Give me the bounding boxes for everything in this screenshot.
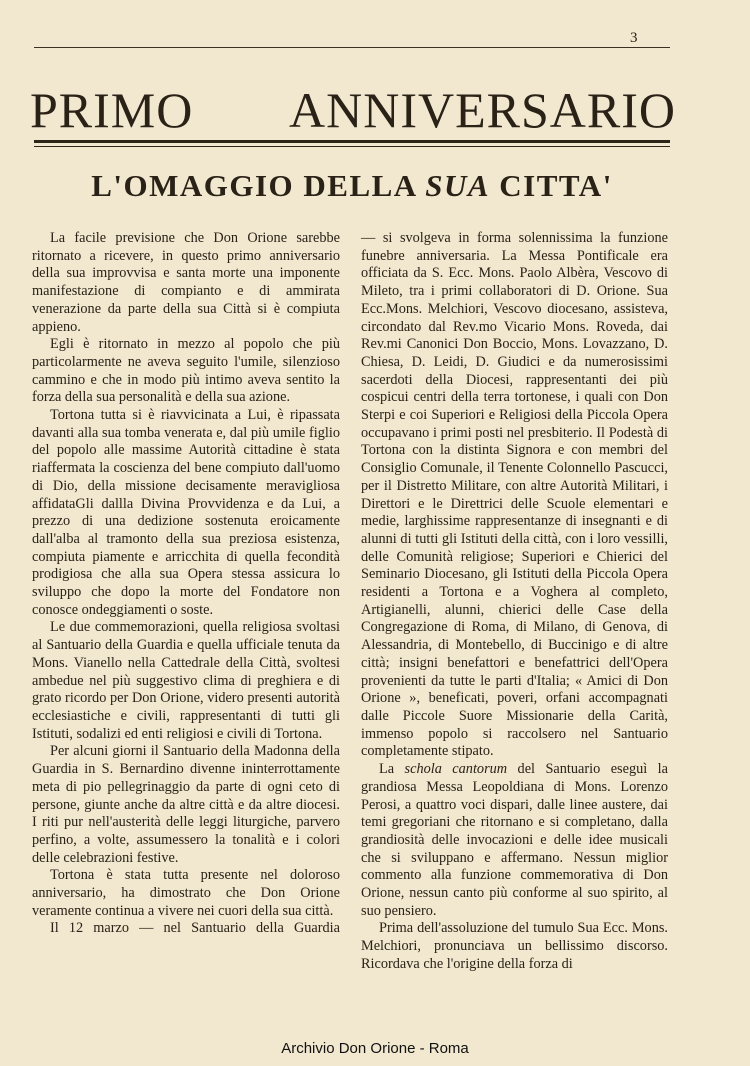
article-paragraph: Il 12 marzo — nel Santuario della Guardia bbox=[50, 920, 340, 937]
article-paragraph: La facile previsione che Don Orione sarebbe ritornato a ricevere, in questo primo anniversario della sua improvvisa e santa morte una imponente manifestazione di compianto e di ammirata venerazione da parte della sua Città si è compiuta appieno. bbox=[32, 230, 340, 335]
article-paragraph: Egli è ritornato in mezzo al popolo che più particolarmente ne aveva seguito l'umile, silenzioso cammino e che in modo più intimo aveva sentito la forza della sua personalità e della sua azione. bbox=[32, 336, 340, 406]
masthead-title bbox=[30, 80, 676, 140]
headline-main: L'OMAGGIO DELLA bbox=[91, 168, 426, 203]
article-column-left bbox=[32, 230, 340, 938]
article-paragraph-schola bbox=[361, 761, 668, 920]
masthead-rule-thick bbox=[34, 140, 670, 143]
page-number: 3 bbox=[630, 30, 638, 46]
schola-prefix: La bbox=[379, 761, 405, 778]
article-paragraph: Tortona tutta si è riavvicinata a Lui, è ripassata davanti alla sua tomba venerata e, dal più umile figlio del popolo alle massime Autorità cittadine è stata riaffermata la coscienza del bene compiuto dall'uomo di Dio, della missione decisamente meravigliosa affidataGli dallla Divina Provvidenza e da Lui, a prezzo di una dedizione sostenuta eroicamente dall'alba al tramonto della sua preziosa esistenza, compiuta piamente e arricchita di quella fecondità prodigiosa che alla sua Opera stessa assicura lo sviluppo che dopo la morte del Fondatore non conosce ondeggiamenti o soste. bbox=[32, 407, 340, 618]
article-paragraph: — si svolgeva in forma solennissima la funzione funebre anniversaria. La Messa Pontificale era officiata da S. Ecc. Mons. Paolo Albèra, Vescovo di Mileto, tra i primi collaboratori di D. Orione. Sua Ecc.Mons. Melchiori, Vescovo diocesano, assisteva, circondato dal Rev.mo Vicario Mons. Roveda, dai Rev.mi Canonici Don Boccio, Mons. Lovazzano, D. Chiesa, D. Leidi, D. Giudici e da numerosissimi sacerdoti della Diocesi, rappresentanti dei più cospicui centri della terra tortonese, i quali con Don Sterpi e coi Superiori e Religiosi della Piccola Opera occupavano i primi posti nel presbiterio. Il Podestà di Tortona con la distinta Signora e con membri del Consiglio Comunale, il Tenente Colonnello Pascucci, per il Distretto Militare, con altre Autorità Militari, i Direttori e le Direttrici delle Scuole elementari e medie, larghissime rappresentanze di insegnanti e di alunni di tutti gli Istituti della città, con i loro vessilli, delle Comunità religiose; Superiori e Chierici del Seminario Diocesano, gli Istituti della Piccola Opera residenti a Tortona e a Voghera al completo, Artigianelli, alunni, chierici delle Case della Congregazione di Roma, di Milano, di Genova, di Alessandria, di Montebello, di Buccinigo e di altre città; insigni benefattori e benefattrici dell'Opera provenienti da tutte le parti d'Italia; « Amici di Don Orione », beneficati, poveri, orfani accompagnati dalle Piccole Suore Missionarie della Carità, immenso popolo si raccolsero nel Santuario completamente stipato. bbox=[361, 230, 668, 760]
masthead-word-anniversario: ANNIVERSARIO bbox=[289, 82, 676, 138]
article-headline bbox=[34, 168, 670, 204]
article-column-right bbox=[361, 230, 668, 974]
archive-footer: Archivio Don Orione - Roma bbox=[281, 1040, 469, 1057]
headline-end: CITTA' bbox=[490, 168, 613, 203]
masthead-word-primo: PRIMO bbox=[30, 82, 194, 138]
article-paragraph: Prima dell'assoluzione del tumulo Sua Ecc. Mons. Melchiori, pronunciava un bellissimo discorso. Ricordava che l'origine della forza di bbox=[361, 920, 668, 972]
schola-rest: del Santuario eseguì la grandiosa Messa Leopoldiana di Mons. Lorenzo Perosi, a quattro voci dispari, dalle linee austere, dai temi gregoriani che ritornano e si completano, dalla grandiosità delle invocazioni e delle idee musicali che si sviluppano e affermano. Nessun miglior commento alla funzione commemorativa di Don Orione, nessun canto più conforme al suo spirito, al suo pensiero. bbox=[361, 761, 668, 919]
article-paragraph: Per alcuni giorni il Santuario della Madonna della Guardia in S. Bernardino divenne ininterrottamente meta di pio pellegrinaggio da parte di ogni ceto di persone, giunte anche da altre città e da altre diocesi. I riti pur nell'austerità delle leggi liturgiche, parvero perfino, a volte, assumessero la tonalità e i colori delle celebrazioni festive. bbox=[32, 743, 340, 866]
article-paragraph: Tortona è stata tutta presente nel doloroso anniversario, ha dimostrato che Don Orione veramente continua a vivere nei cuori della sua città. bbox=[32, 867, 340, 919]
masthead-rule-thin bbox=[34, 146, 670, 147]
headline-italic: SUA bbox=[425, 168, 491, 203]
top-rule bbox=[34, 47, 670, 48]
schola-italic: schola cantorum bbox=[404, 761, 508, 778]
article-paragraph: Le due commemorazioni, quella religiosa svoltasi al Santuario della Guardia e quella ufficiale tenuta da Mons. Vianello nella Cattedrale della Città, svoltesi ambedue nel più suggestivo clima di preghiera e di grato ricordo per Don Orione, videro presenti autorità ecclesiastiche e civili, rappresentanti di tutti gli Istituti, sodalizi ed enti religiosi e civili di Tortona. bbox=[32, 619, 340, 742]
